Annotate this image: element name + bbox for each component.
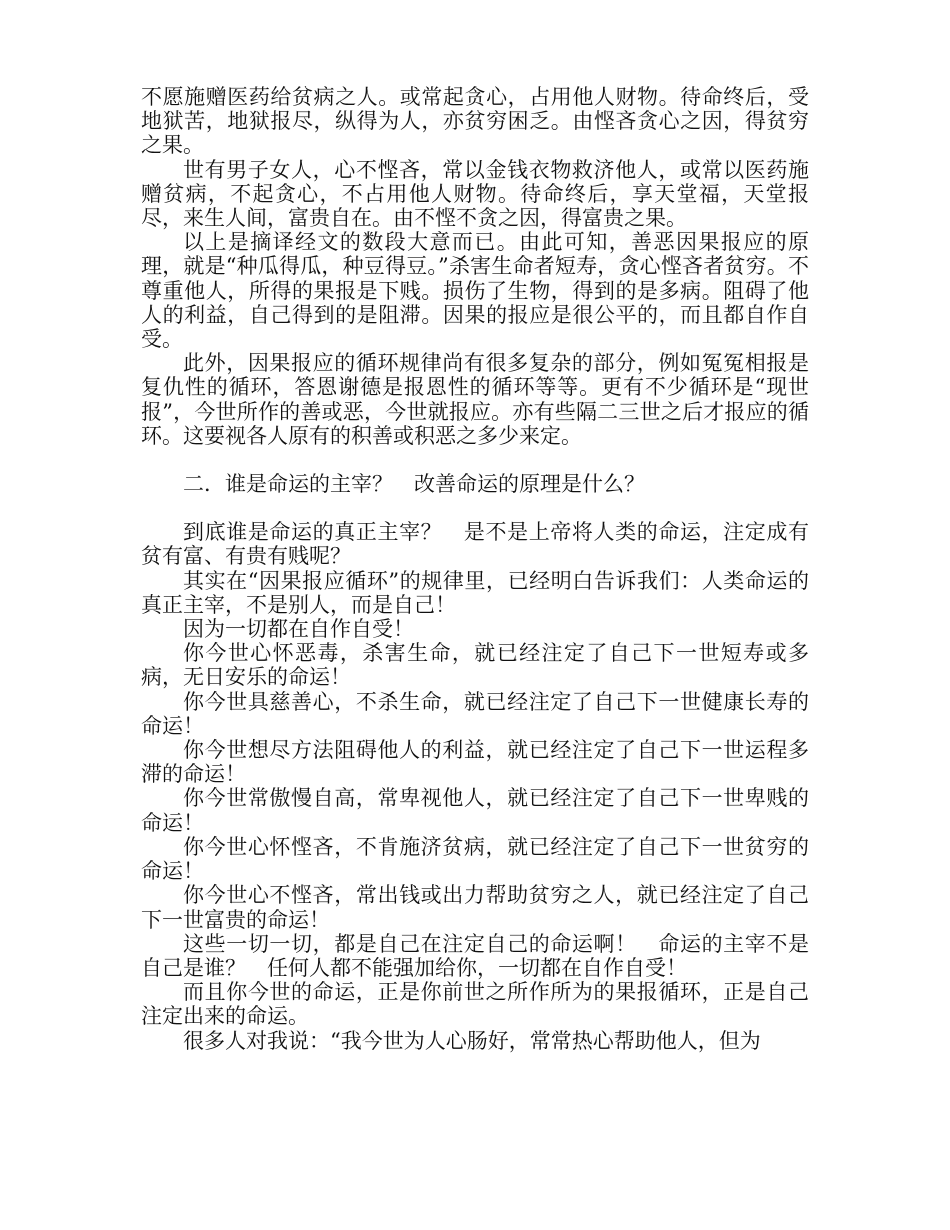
- paragraph: 到底谁是命运的真正主宰？ 是不是上帝将人类的命运，注定成有贫有富、有贵有贱呢？: [141, 520, 809, 569]
- paragraph: 不愿施赠医药给贫病之人。或常起贪心，占用他人财物。待命终后，受地狱苦，地狱报尽，纵得为人，亦贫穷困乏。由悭吝贪心之因，得贫穷之果。: [141, 85, 809, 158]
- document-page: [141, 85, 809, 1053]
- paragraph: 你今世常傲慢自高，常卑视他人，就已经注定了自己下一世卑贱的命运！: [141, 786, 809, 835]
- paragraph: 因为一切都在自作自受！: [183, 617, 414, 642]
- paragraph: 很多人对我说：“我今世为人心肠好，常常热心帮助他人，但为: [183, 1028, 761, 1053]
- paragraph: 你今世心怀恶毒，杀害生命，就已经注定了自己下一世短寿或多病，无日安乐的命运！: [141, 641, 809, 690]
- paragraph: 你今世心怀悭吝，不肯施济贫病，就已经注定了自己下一世贫穷的命运！: [141, 834, 809, 884]
- paragraph: 而且你今世的命运，正是你前世之所作所为的果报循环，正是自己注定出来的命运。: [141, 980, 809, 1029]
- paragraph: 你今世具慈善心，不杀生命，就已经注定了自己下一世健康长寿的命运！: [141, 689, 809, 738]
- section-heading: 二．谁是命运的主宰？ 改善命运的原理是什么？: [183, 472, 645, 497]
- paragraph: 此外，因果报应的循环规律尚有很多复杂的部分，例如冤冤相报是复仇性的循环，答恩谢德是报恩性的循环等等。更有不少循环是“现世报”，今世所作的善或恶，今世就报应。亦有些隔二三世之后才报应的循环。这要视各人原有的积善或积恶之多少来定。: [141, 351, 809, 448]
- paragraph: 你今世想尽方法阻碍他人的利益，就已经注定了自己下一世运程多滞的命运！: [141, 738, 809, 787]
- paragraph: 这些一切一切，都是自己在注定自己的命运啊！ 命运的主宰不是自己是谁？ 任何人都不能强加给你，一切都在自作自受！: [141, 931, 809, 980]
- paragraph: 以上是摘译经文的数段大意而已。由此可知，善恶因果报应的原理，就是“种瓜得瓜，种豆得豆。”杀害生命者短寿，贪心悭吝者贫穷。不尊重他人，所得的果报是下贱。损伤了生物，得到的是多病。阻碍了他人的利益，自己得到的是阻滞。因果的报应是很公平的，而且都自作自受。: [141, 230, 809, 352]
- paragraph: 世有男子女人，心不悭吝，常以金钱衣物救济他人，或常以医药施赠贫病，不起贪心，不占用他人财物。待命终后，享天堂福，天堂报尽，来生人间，富贵自在。由不悭不贪之因，得富贵之果。: [141, 157, 809, 231]
- paragraph: 其实在“因果报应循环”的规律里，已经明白告诉我们：人类命运的真正主宰，不是别人，而是自己！: [141, 568, 809, 617]
- paragraph: 你今世心不悭吝，常出钱或出力帮助贫穷之人，就已经注定了自己下一世富贵的命运！: [141, 883, 809, 932]
